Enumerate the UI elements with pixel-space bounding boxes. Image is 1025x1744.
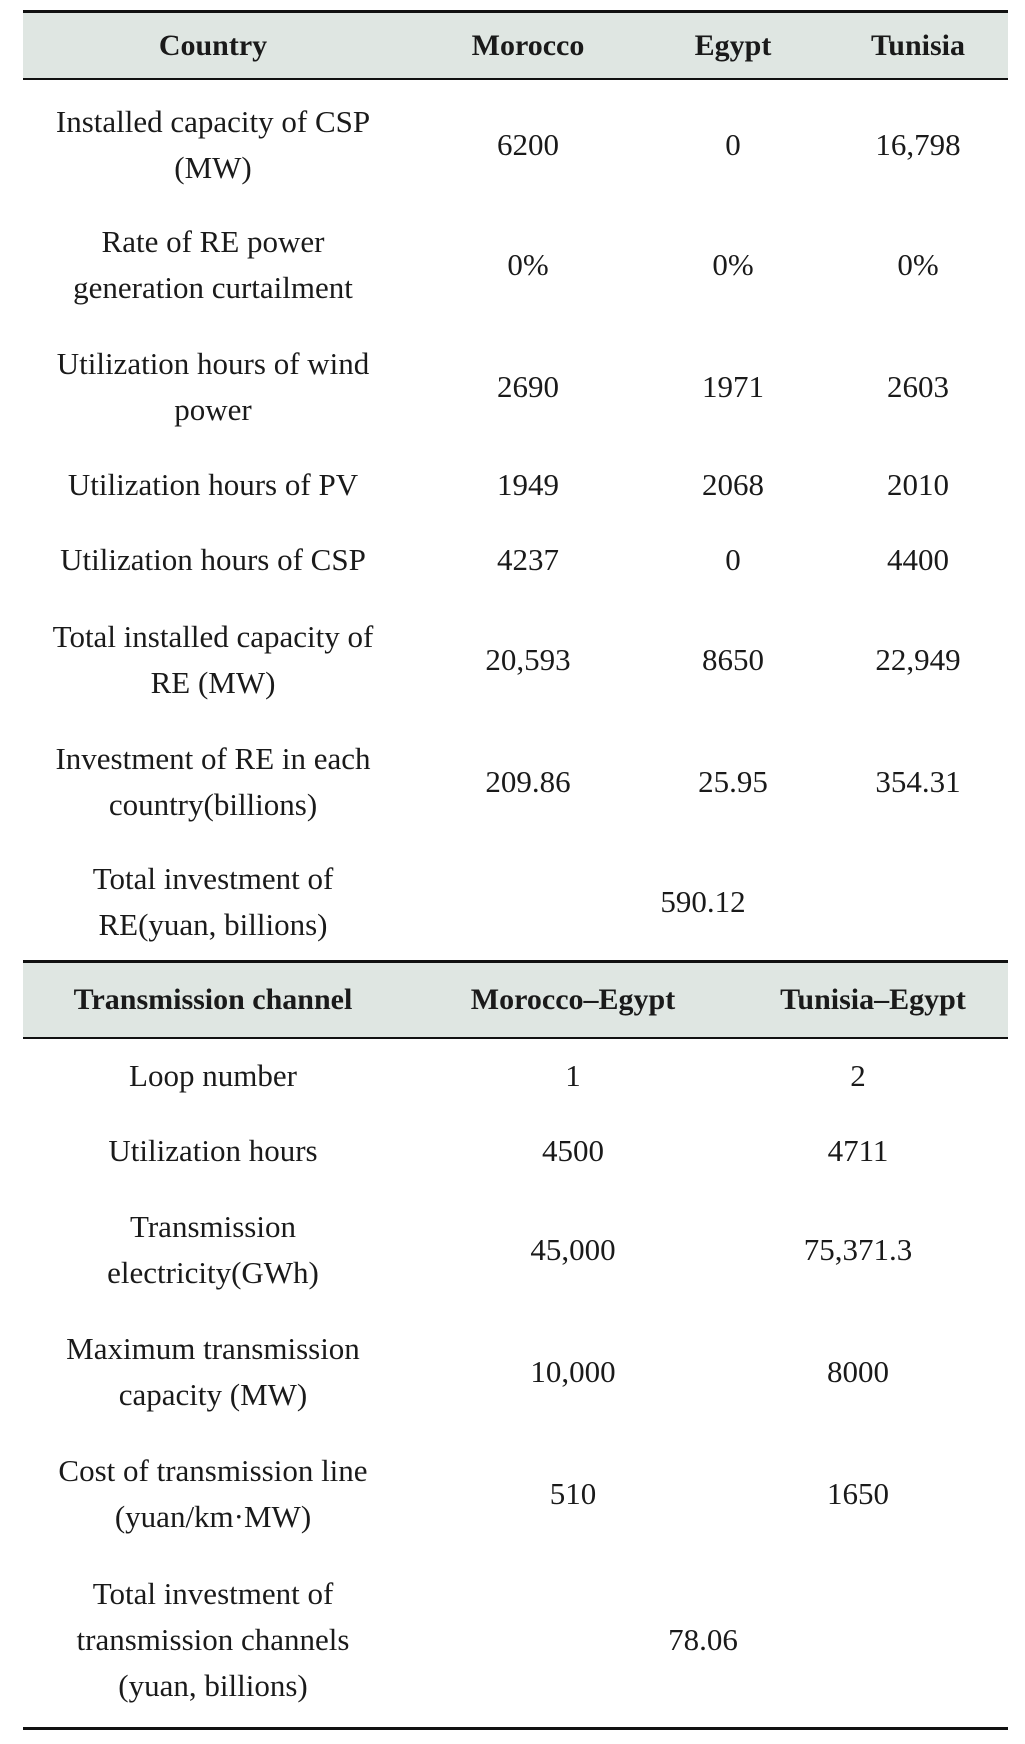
row-label: Investment of RE in each country(billions) xyxy=(55,741,371,822)
row-value: 8000 xyxy=(827,1354,889,1389)
row-value: 209.86 xyxy=(485,764,571,799)
row-value: 510 xyxy=(549,1476,597,1511)
header-rule xyxy=(23,78,1008,80)
row-value: 2 xyxy=(850,1058,866,1093)
row-value: 0% xyxy=(897,247,939,282)
row-value: 16,798 xyxy=(875,127,961,162)
row-label: Transmission electricity(GWh) xyxy=(107,1209,319,1290)
row-value: 0% xyxy=(712,247,754,282)
row-value: 354.31 xyxy=(875,764,961,799)
row-label: Installed capacity of CSP (MW) xyxy=(55,104,371,185)
row-label: Maximum transmission capacity (MW) xyxy=(66,1331,360,1412)
row-value: 75,371.3 xyxy=(803,1232,913,1267)
row-value: 22,949 xyxy=(875,642,961,677)
row-value: 2010 xyxy=(887,467,949,502)
row-value: 1 xyxy=(565,1058,581,1093)
header-country: Country xyxy=(158,28,268,62)
row-label: Total installed capacity of RE (MW) xyxy=(52,619,374,700)
row-value: 25.95 xyxy=(698,764,768,799)
header-morocco: Morocco xyxy=(471,28,585,62)
header-morocco-egypt: Morocco–Egypt xyxy=(470,983,676,1016)
row-value: 4400 xyxy=(887,542,949,577)
row-label: Cost of transmission line (yuan/km·MW) xyxy=(58,1453,368,1534)
total-value: 78.06 xyxy=(668,1622,738,1657)
header-tunisia-egypt: Tunisia–Egypt xyxy=(780,983,966,1016)
row-value: 1650 xyxy=(827,1476,889,1511)
row-label: Utilization hours of wind power xyxy=(56,346,370,427)
row-value: 4500 xyxy=(542,1133,604,1168)
total-label: Total investment of transmission channels (yuan, billions) xyxy=(76,1576,350,1703)
bottom-rule xyxy=(23,1727,1008,1730)
row-label: Rate of RE power generation curtailment xyxy=(73,224,353,305)
header-tunisia: Tunisia xyxy=(871,28,965,62)
row-value: 2068 xyxy=(702,467,764,502)
country-header-row xyxy=(23,13,1008,78)
transmission-header-row xyxy=(23,963,1008,1037)
row-value: 6200 xyxy=(497,127,559,162)
row-value: 20,593 xyxy=(485,642,571,677)
row-value: 4237 xyxy=(497,542,559,577)
row-label: Loop number xyxy=(129,1058,297,1093)
header-egypt: Egypt xyxy=(694,28,772,62)
row-value: 1949 xyxy=(497,467,559,502)
row-value: 4711 xyxy=(827,1133,889,1168)
row-value: 0 xyxy=(725,542,741,577)
header-rule xyxy=(23,1037,1008,1039)
row-value: 8650 xyxy=(702,642,764,677)
row-value: 0 xyxy=(725,127,741,162)
row-value: 10,000 xyxy=(530,1354,616,1389)
row-label: Utilization hours of PV xyxy=(67,467,359,502)
row-label: Utilization hours of CSP xyxy=(60,542,366,577)
total-label: Total investment of RE(yuan, billions) xyxy=(92,861,334,942)
row-value: 2690 xyxy=(497,369,559,404)
row-value: 0% xyxy=(507,247,549,282)
total-value: 590.12 xyxy=(660,884,746,919)
row-value: 1971 xyxy=(702,369,764,404)
row-label: Utilization hours xyxy=(108,1133,318,1168)
header-transmission-channel: Transmission channel xyxy=(73,983,353,1016)
row-value: 2603 xyxy=(887,369,949,404)
row-value: 45,000 xyxy=(530,1232,616,1267)
